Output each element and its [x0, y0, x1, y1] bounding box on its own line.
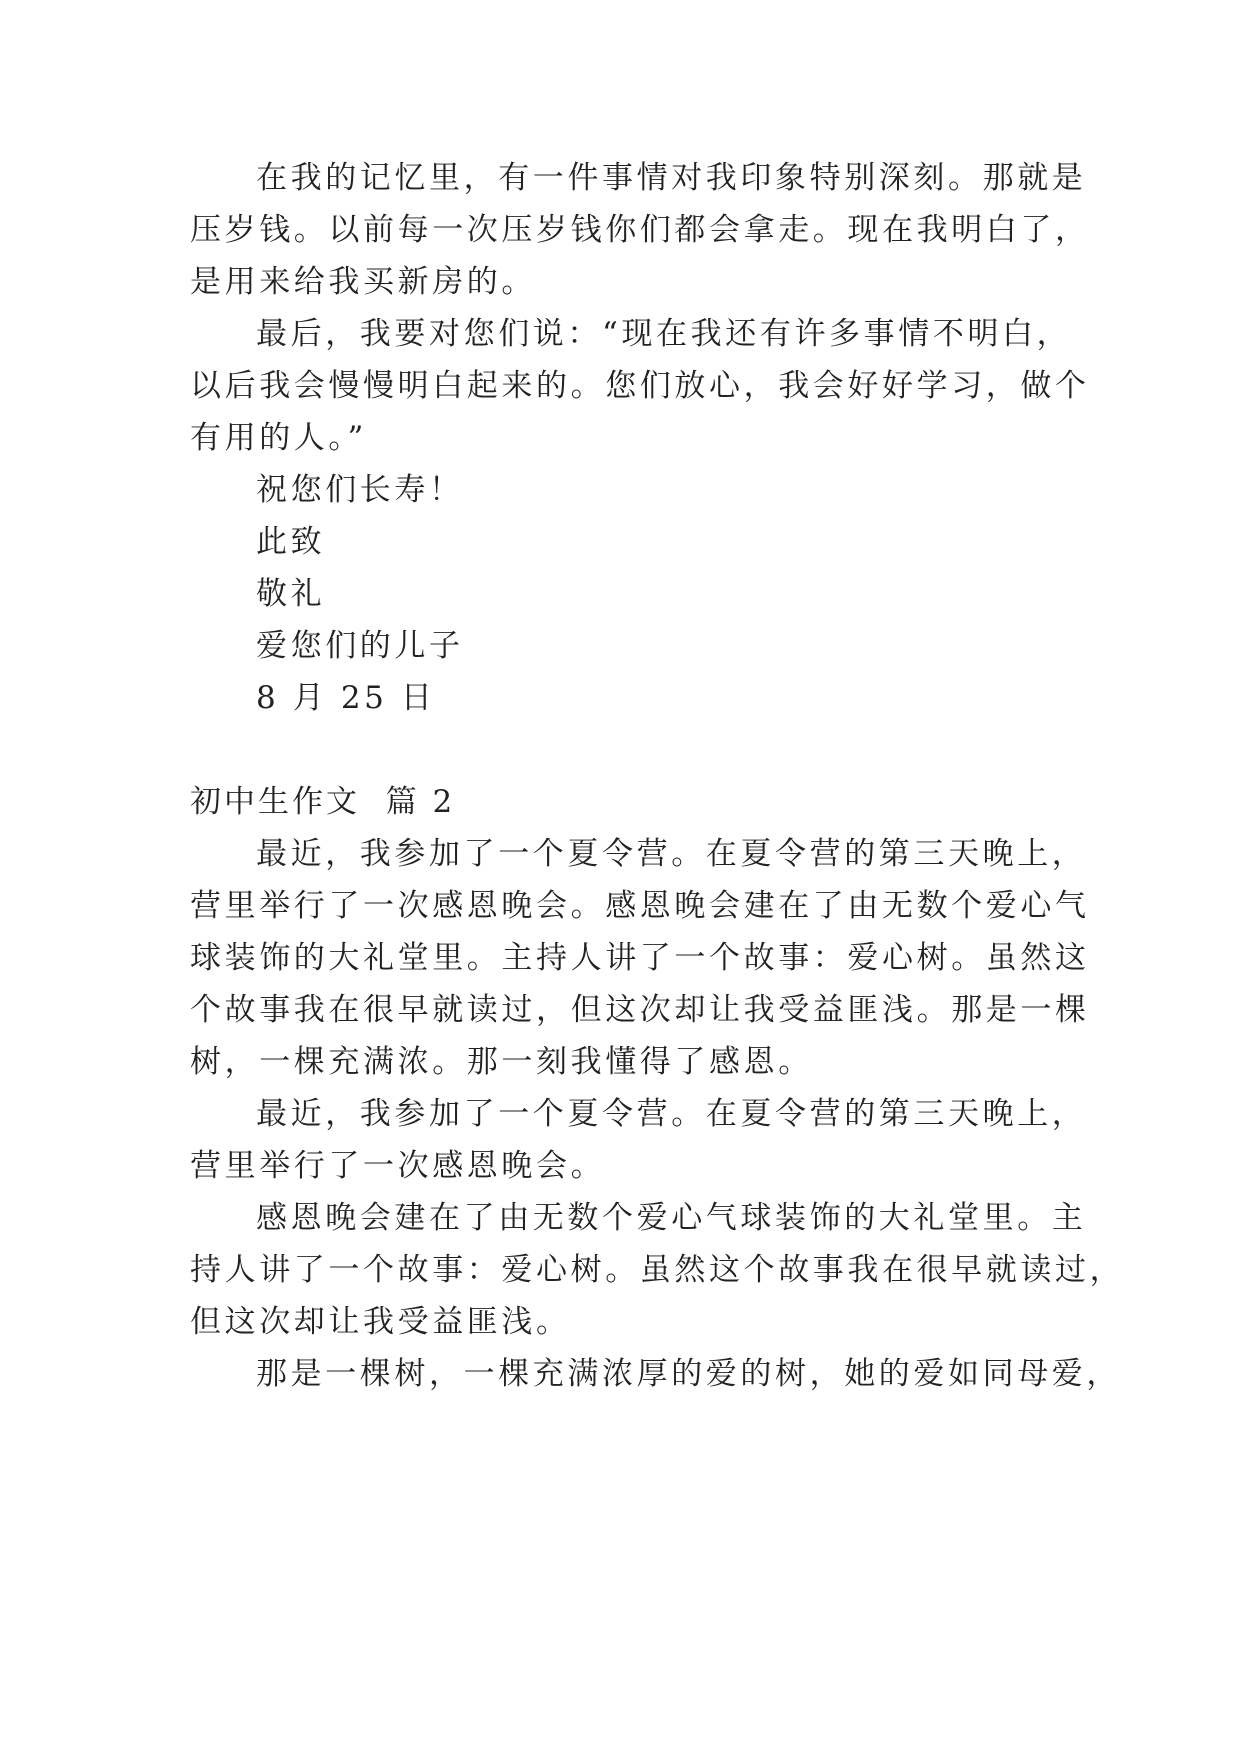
paragraph-line: 持人讲了一个故事：爱心树。虽然这个故事我在很早就读过，	[190, 1252, 1125, 1288]
letter-closing-salute: 敬礼	[256, 576, 326, 612]
paragraph-line: 以后我会慢慢明白起来的。您们放心，我会好好学习，做个	[190, 368, 1090, 404]
paragraph-line: 营里举行了一次感恩晚会。感恩晚会建在了由无数个爱心气	[190, 888, 1090, 924]
letter-wish: 祝您们长寿！	[256, 472, 464, 508]
paragraph-line: 有用的人。”	[190, 420, 367, 456]
paragraph-line: 个故事我在很早就读过，但这次却让我受益匪浅。那是一棵	[190, 992, 1090, 1028]
paragraph-line: 感恩晚会建在了由无数个爱心气球装饰的大礼堂里。主	[256, 1200, 1087, 1236]
section-heading: 初中生作文 篇 2	[190, 784, 456, 820]
paragraph-line: 压岁钱。以前每一次压岁钱你们都会拿走。现在我明白了，	[190, 212, 1090, 248]
paragraph-line: 那是一棵树，一棵充满浓厚的爱的树，她的爱如同母爱，	[256, 1356, 1121, 1392]
paragraph-line: 在我的记忆里，有一件事情对我印象特别深刻。那就是	[256, 160, 1087, 196]
paragraph-line: 营里举行了一次感恩晚会。	[190, 1148, 606, 1184]
letter-date: 8 月 25 日	[256, 680, 436, 716]
letter-closing: 此致	[256, 524, 326, 560]
paragraph-line: 是用来给我买新房的。	[190, 264, 536, 300]
paragraph-line: 最近，我参加了一个夏令营。在夏令营的第三天晚上，	[256, 1096, 1087, 1132]
paragraph-line: 树，一棵充满浓。那一刻我懂得了感恩。	[190, 1044, 813, 1080]
paragraph-line: 但这次却让我受益匪浅。	[190, 1304, 571, 1340]
paragraph-line: 最后，我要对您们说：“现在我还有许多事情不明白，	[256, 316, 1072, 352]
paragraph-line: 最近，我参加了一个夏令营。在夏令营的第三天晚上，	[256, 836, 1087, 872]
letter-signature: 爱您们的儿子	[256, 628, 464, 664]
paragraph-line: 球装饰的大礼堂里。主持人讲了一个故事：爱心树。虽然这	[190, 940, 1090, 976]
